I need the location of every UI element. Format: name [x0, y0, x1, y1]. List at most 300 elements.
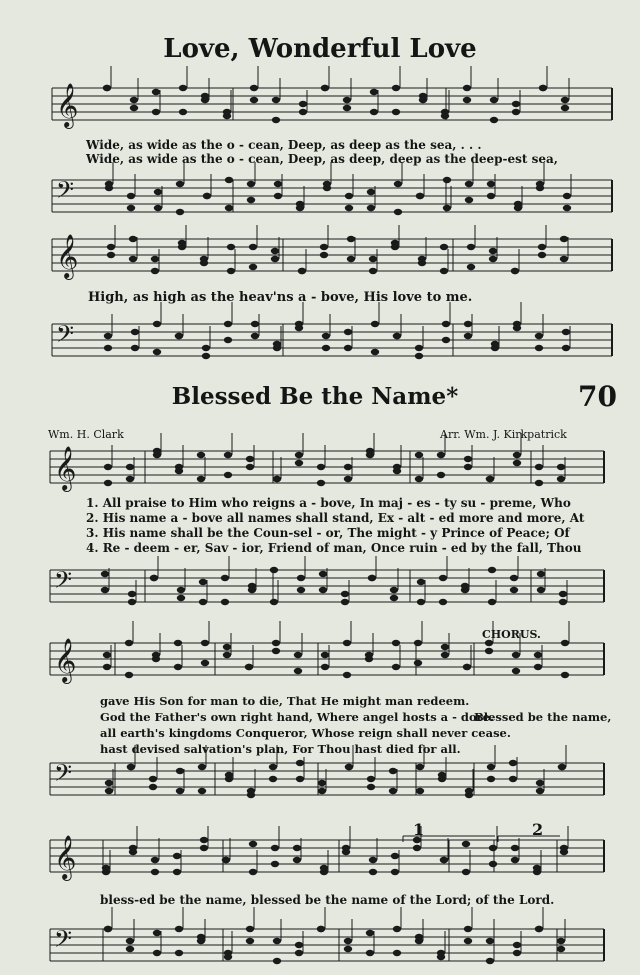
bass-clef-icon: 𝄢 [56, 176, 75, 209]
notehead [345, 205, 353, 211]
notehead [535, 480, 543, 486]
notehead [129, 849, 137, 855]
notehead [224, 452, 232, 458]
notehead [319, 587, 327, 593]
notehead [392, 85, 400, 91]
notehead [538, 252, 546, 258]
verse-3-line: 3. His name shall be the Coun-sel - or, The might - y Prince of Peace; Of [86, 526, 570, 540]
notehead [538, 244, 546, 250]
notehead [202, 345, 210, 351]
notehead [175, 950, 183, 956]
notehead [318, 788, 326, 794]
notehead [201, 640, 209, 646]
notehead [271, 861, 279, 867]
notehead [246, 456, 254, 462]
treble-clef-icon: 𝄞 [56, 83, 79, 127]
notehead [318, 780, 326, 786]
notehead [269, 776, 277, 782]
notehead [512, 109, 520, 115]
notehead [393, 950, 401, 956]
notehead [465, 792, 473, 798]
notehead [392, 109, 400, 115]
first-ending-number: 1 [413, 820, 425, 839]
notehead [464, 333, 472, 339]
notehead [250, 97, 258, 103]
notehead [320, 865, 328, 871]
notehead [389, 788, 397, 794]
notehead [345, 193, 353, 199]
notehead [511, 268, 519, 274]
notehead [366, 448, 374, 454]
notehead [416, 764, 424, 770]
notehead [323, 185, 331, 191]
notehead [367, 189, 375, 195]
treble-clef-icon: 𝄞 [56, 234, 79, 278]
notehead [249, 841, 257, 847]
notehead [557, 464, 565, 470]
notehead [488, 599, 496, 605]
notehead [152, 89, 160, 95]
notehead [197, 934, 205, 940]
notehead [153, 321, 161, 327]
notehead [418, 260, 426, 266]
notehead [103, 664, 111, 670]
notehead [125, 672, 133, 678]
notehead [537, 571, 545, 577]
notehead [317, 464, 325, 470]
notehead [153, 930, 161, 936]
notehead [197, 452, 205, 458]
notehead [128, 599, 136, 605]
notehead [224, 321, 232, 327]
notehead [486, 958, 494, 964]
notehead [487, 181, 495, 187]
notehead [274, 181, 282, 187]
notehead [367, 784, 375, 790]
verse-4-line: 4. Re - deem - er, Sav - ior, Friend of man, Once ruin - ed by the fall, Thou [86, 541, 582, 555]
notehead [320, 244, 328, 250]
notehead [173, 869, 181, 875]
notehead [437, 452, 445, 458]
verse-3-line2: all earth's kingdoms Conqueror, Whose reign shall never cease. [100, 726, 511, 740]
notehead [224, 954, 232, 960]
notehead [464, 926, 472, 932]
notehead [394, 181, 402, 187]
notehead [101, 571, 109, 577]
notehead [225, 772, 233, 778]
notehead [514, 201, 522, 207]
notehead [223, 113, 231, 119]
notehead [202, 353, 210, 359]
notehead [294, 652, 302, 658]
notehead [509, 776, 517, 782]
notehead [296, 201, 304, 207]
notehead [536, 788, 544, 794]
notehead [198, 788, 206, 794]
notehead [440, 244, 448, 250]
notehead [246, 926, 254, 932]
notehead [511, 845, 519, 851]
notehead [417, 599, 425, 605]
notehead [535, 333, 543, 339]
notehead [487, 764, 495, 770]
notehead [367, 776, 375, 782]
notehead [295, 950, 303, 956]
notehead [128, 591, 136, 597]
notehead [513, 950, 521, 956]
notehead [416, 193, 424, 199]
notehead [273, 476, 281, 482]
notehead [486, 938, 494, 944]
notehead [273, 958, 281, 964]
notehead [295, 452, 303, 458]
notehead [513, 325, 521, 331]
notehead [563, 205, 571, 211]
bass-clef-icon: 𝄢 [56, 320, 75, 353]
notehead [491, 341, 499, 347]
notehead [273, 938, 281, 944]
hymn-title-blessed-be-the-name: Blessed Be the Name* [171, 383, 459, 410]
notehead [371, 321, 379, 327]
notehead [200, 837, 208, 843]
chorus-lyric: Blessed be the name, [474, 710, 612, 724]
notehead [272, 117, 280, 123]
notehead [153, 950, 161, 956]
notehead [510, 575, 518, 581]
notehead [344, 464, 352, 470]
notehead [153, 349, 161, 355]
notehead [201, 660, 209, 666]
notehead [321, 85, 329, 91]
notehead [370, 109, 378, 115]
notehead [489, 861, 497, 867]
notehead [126, 464, 134, 470]
notehead [464, 938, 472, 944]
notehead [539, 85, 547, 91]
notehead [200, 845, 208, 851]
notehead [154, 205, 162, 211]
notehead [443, 177, 451, 183]
notehead [464, 464, 472, 470]
chorus-lyric-line: bless-ed be the name, blessed be the name of the Lord; of the Lord. [100, 893, 555, 907]
notehead [131, 345, 139, 351]
notehead [343, 97, 351, 103]
notehead [295, 325, 303, 331]
notehead [534, 652, 542, 658]
notehead [560, 256, 568, 262]
notehead [509, 760, 517, 766]
notehead [149, 776, 157, 782]
notehead [438, 772, 446, 778]
notehead [176, 788, 184, 794]
notehead [392, 640, 400, 646]
bass-clef-icon: 𝄢 [54, 759, 73, 792]
notehead [415, 934, 423, 940]
notehead [417, 579, 425, 585]
notehead [464, 321, 472, 327]
notehead [488, 567, 496, 573]
notehead [561, 97, 569, 103]
notehead [535, 464, 543, 470]
notehead [130, 97, 138, 103]
notehead [536, 780, 544, 786]
notehead [247, 792, 255, 798]
notehead [297, 575, 305, 581]
notehead [126, 938, 134, 944]
notehead [319, 571, 327, 577]
notehead [415, 476, 423, 482]
notehead [390, 595, 398, 601]
notehead [366, 930, 374, 936]
notehead [342, 849, 350, 855]
notehead [413, 845, 421, 851]
notehead [511, 857, 519, 863]
notehead [321, 664, 329, 670]
notehead [151, 857, 159, 863]
notehead [199, 599, 207, 605]
notehead [464, 456, 472, 462]
notehead [105, 780, 113, 786]
notehead [271, 256, 279, 262]
notehead [247, 197, 255, 203]
notehead [153, 448, 161, 454]
notehead [175, 333, 183, 339]
notehead [371, 349, 379, 355]
notehead [442, 337, 450, 343]
notehead [344, 329, 352, 335]
notehead [178, 240, 186, 246]
arranger-credit: Arr. Wm. J. Kirkpatrick [440, 428, 567, 441]
notehead [248, 583, 256, 589]
notehead [203, 193, 211, 199]
notehead [104, 345, 112, 351]
notehead [321, 652, 329, 658]
notehead [393, 333, 401, 339]
notehead [441, 644, 449, 650]
notehead [559, 591, 567, 597]
notehead [536, 185, 544, 191]
notehead [270, 599, 278, 605]
notehead [105, 185, 113, 191]
notehead [174, 664, 182, 670]
notehead [366, 950, 374, 956]
notehead [176, 181, 184, 187]
notehead [437, 472, 445, 478]
notehead [273, 341, 281, 347]
notehead [560, 849, 568, 855]
notehead [247, 181, 255, 187]
notehead [557, 476, 565, 482]
notehead [149, 784, 157, 790]
notehead [535, 345, 543, 351]
notehead [344, 476, 352, 482]
notehead [179, 85, 187, 91]
notehead [490, 97, 498, 103]
notehead [467, 264, 475, 270]
notehead [391, 240, 399, 246]
notehead [439, 575, 447, 581]
lyric-line: High, as high as the heav'ns a - bove, His love to me. [88, 290, 473, 305]
notehead [443, 205, 451, 211]
notehead [489, 256, 497, 262]
lyric-line: Wide, as wide as the o - cean, Deep, as deep as the sea, . . . [86, 138, 482, 152]
notehead [272, 648, 280, 654]
notehead [345, 764, 353, 770]
notehead [297, 587, 305, 593]
notehead [513, 460, 521, 466]
verse-4-line2: hast devised salvation's plan, For Thou hast died for all. [100, 742, 461, 756]
notehead [563, 193, 571, 199]
notehead [490, 117, 498, 123]
notehead [296, 776, 304, 782]
notehead [419, 93, 427, 99]
notehead [370, 89, 378, 95]
notehead [465, 181, 473, 187]
notehead [463, 85, 471, 91]
notehead [174, 640, 182, 646]
notehead [151, 256, 159, 262]
notehead [249, 869, 257, 875]
notehead [441, 113, 449, 119]
notehead [489, 248, 497, 254]
notehead [102, 865, 110, 871]
notehead [224, 337, 232, 343]
notehead [317, 926, 325, 932]
notehead [105, 788, 113, 794]
notehead [104, 464, 112, 470]
notehead [200, 260, 208, 266]
notehead [394, 209, 402, 215]
notehead [461, 583, 469, 589]
notehead [269, 764, 277, 770]
notehead [513, 942, 521, 948]
notehead [295, 942, 303, 948]
notehead [274, 193, 282, 199]
notehead [369, 857, 377, 863]
notehead [198, 764, 206, 770]
verse-2-line: 2. His name a - bove all names shall stand, Ex - alt - ed more and more, At [86, 511, 585, 525]
notehead [179, 109, 187, 115]
notehead [127, 193, 135, 199]
notehead [223, 652, 231, 658]
bass-clef-icon: 𝄢 [54, 925, 73, 958]
notehead [294, 668, 302, 674]
notehead [295, 460, 303, 466]
notehead [414, 640, 422, 646]
treble-clef-icon: 𝄞 [54, 835, 77, 879]
notehead [537, 587, 545, 593]
notehead [249, 264, 257, 270]
notehead [271, 248, 279, 254]
verse-1-line2: gave His Son for man to die, That He might man redeem. [100, 694, 470, 708]
notehead [513, 452, 521, 458]
notehead [320, 252, 328, 258]
notehead [486, 476, 494, 482]
notehead [221, 575, 229, 581]
notehead [489, 845, 497, 851]
notehead [341, 591, 349, 597]
notehead [175, 468, 183, 474]
treble-clef-icon: 𝄞 [54, 446, 77, 490]
notehead [150, 575, 158, 581]
notehead [251, 321, 259, 327]
notehead [176, 768, 184, 774]
notehead [293, 845, 301, 851]
notehead [341, 599, 349, 605]
notehead [535, 926, 543, 932]
notehead [440, 268, 448, 274]
notehead [512, 101, 520, 107]
notehead [393, 926, 401, 932]
notehead [104, 333, 112, 339]
notehead [369, 268, 377, 274]
bass-clef-icon: 𝄢 [54, 566, 73, 599]
notehead [104, 480, 112, 486]
notehead [347, 236, 355, 242]
notehead [246, 938, 254, 944]
notehead [317, 480, 325, 486]
notehead [344, 345, 352, 351]
notehead [343, 672, 351, 678]
notehead [510, 587, 518, 593]
notehead [251, 333, 259, 339]
notehead [271, 845, 279, 851]
notehead [562, 329, 570, 335]
notehead [298, 268, 306, 274]
notehead [512, 668, 520, 674]
notehead [369, 869, 377, 875]
notehead [154, 189, 162, 195]
notehead [367, 205, 375, 211]
notehead [344, 946, 352, 952]
notehead [343, 640, 351, 646]
notehead [558, 764, 566, 770]
notehead [299, 101, 307, 107]
notehead [442, 321, 450, 327]
notehead [415, 452, 423, 458]
notehead [129, 236, 137, 242]
notehead [393, 468, 401, 474]
notehead [131, 329, 139, 335]
notehead [437, 954, 445, 960]
notehead [415, 345, 423, 351]
notehead [440, 857, 448, 863]
notehead [125, 640, 133, 646]
notehead [462, 869, 470, 875]
notehead [272, 640, 280, 646]
notehead [463, 97, 471, 103]
notehead [561, 105, 569, 111]
notehead [245, 664, 253, 670]
notehead [391, 853, 399, 859]
notehead [390, 587, 398, 593]
notehead [126, 946, 134, 952]
notehead [201, 93, 209, 99]
notehead [485, 648, 493, 654]
notehead [107, 244, 115, 250]
notehead [103, 85, 111, 91]
notehead [246, 464, 254, 470]
notehead [101, 587, 109, 593]
notehead [223, 644, 231, 650]
notehead [152, 109, 160, 115]
notehead [104, 926, 112, 932]
notehead [347, 256, 355, 262]
notehead [560, 236, 568, 242]
notehead [322, 345, 330, 351]
notehead [129, 256, 137, 262]
notehead [222, 857, 230, 863]
